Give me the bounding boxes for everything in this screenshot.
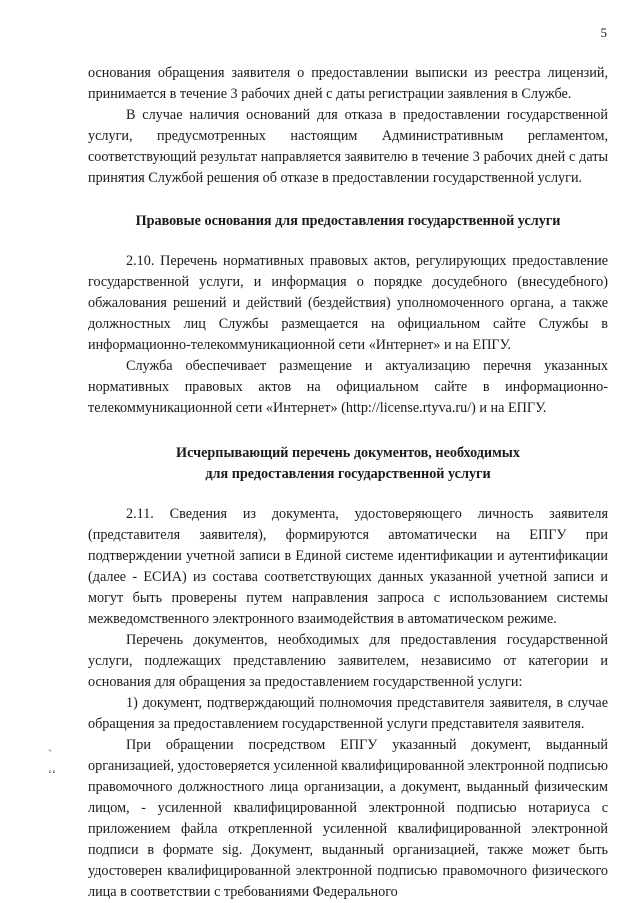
paragraph: Служба обеспечивает размещение и актуализацию перечня указанных нормативных правовых актов на официальном сайте в информационно-телекоммуникационной сети «Интернет» (http://license.rtyva.ru/) и на ЕПГУ. <box>88 358 608 416</box>
list-item: 1) документ, подтверждающий полномочия представителя заявителя, в случае обращения за предоставлением государственной услуги представителя заявителя. <box>88 695 608 732</box>
section-heading-line: Исчерпывающий перечень документов, необходимых <box>176 445 520 461</box>
section-heading: Правовые основания для предоставления государственной услуги <box>135 213 561 229</box>
paragraph: В случае наличия оснований для отказа в предоставлении государственной услуги, предусмотренных настоящим Административным регламентом, соответствующий результат направляется заявителю в течение 3 рабочих дней с даты принятия Службой решения об отказе в предоставлении государственной услуги. <box>88 107 608 186</box>
paragraph: 2.10. Перечень нормативных правовых актов, регулирующих предоставление государственной услуги, и информация о порядке досудебного (внесудебного) обжалования решений и действий (бездействия) уполномоченного органа, а также должностных лиц Службы размещается на официальном сайте Службы в информационно-телекоммуникационной сети «Интернет» и на ЕПГУ. <box>88 253 608 353</box>
paragraph: При обращении посредством ЕПГУ указанный документ, выданный организацией, удостоверяется усиленной квалифицированной электронной подписью правомочного должностного лица организации, а документ, выданный физическим лицом, - усиленной квалифицированной электронной подписью нотариуса с приложением файла открепленной усиленной квалифицированной электронной подписи в формате sig. Документ, выданный организацией, также может быть удостоверен квалифицированной электронной подписью правомочного физического лица в соответствии с требованиями Федерального <box>88 737 609 900</box>
section-heading <box>88 443 608 485</box>
margin-mark: ʻʻ <box>48 767 56 781</box>
page-number: 5 <box>600 25 607 40</box>
paragraph: основания обращения заявителя о предоставлении выписки из реестра лицензий, принимается в течение 3 рабочих дней с даты регистрации заявления в Службе. <box>88 65 608 102</box>
paragraph: 2.11. Сведения из документа, удостоверяющего личность заявителя (представителя заявителя), формируются автоматически на ЕПГУ при подтверждении учетной записи в Единой системе идентификации и аутентификации (далее - ЕСИА) из состава соответствующих данных указанной учетной записи и могут быть проверены путем направления запроса с использованием системы межведомственного электронного взаимодействия в автоматическом режиме. <box>88 506 608 627</box>
section-heading-line: для предоставления государственной услуги <box>205 466 491 482</box>
paragraph: Перечень документов, необходимых для предоставления государственной услуги, подлежащих представлению заявителем, независимо от категории и основания для обращения за предоставлением государственной услуги: <box>88 632 608 690</box>
margin-mark: ` <box>48 747 52 761</box>
document-body <box>88 63 608 903</box>
